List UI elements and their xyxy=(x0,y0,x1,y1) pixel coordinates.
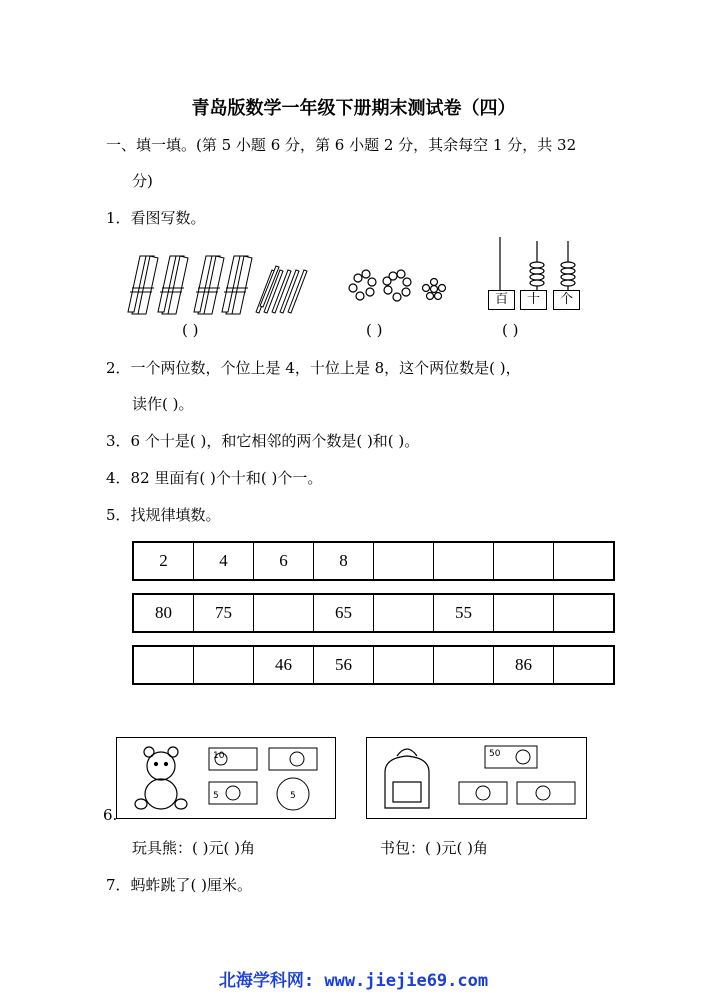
teddy-bear-icon xyxy=(117,738,335,818)
seq-cell: 56 xyxy=(314,646,374,684)
page-title: 青岛版数学一年级下册期末测试卷（四） xyxy=(191,98,516,119)
section-heading-cont: 分) xyxy=(132,172,153,190)
toy-bear-picture xyxy=(116,737,336,819)
answer-blank-1[interactable]: ( ) xyxy=(182,321,199,339)
seq-cell: 8 xyxy=(314,542,374,580)
toy-bear-answer: 玩具熊：( )元( )角 xyxy=(132,839,255,857)
question-6: 6. xyxy=(103,806,118,824)
seq-cell-blank[interactable] xyxy=(434,542,494,580)
seq-cell: 75 xyxy=(194,594,254,632)
circles-illustration xyxy=(348,268,453,308)
seq-cell: 86 xyxy=(494,646,554,684)
seq-cell-blank[interactable] xyxy=(194,646,254,684)
seq-cell-blank[interactable] xyxy=(494,542,554,580)
seq-cell-blank[interactable] xyxy=(494,594,554,632)
seq-cell-blank[interactable] xyxy=(254,594,314,632)
seq-cell: 6 xyxy=(254,542,314,580)
answer-blank-3[interactable]: ( ) xyxy=(502,321,519,339)
banknote-label: 5 xyxy=(213,791,219,801)
section-heading: 一、填一填。(第 5 小题 6 分，第 6 小题 2 分，其余每空 1 分，共 32 xyxy=(106,136,577,154)
seq-cell-blank[interactable] xyxy=(554,646,615,684)
abacus-label-tens: 十 xyxy=(520,290,547,310)
question-1: 1．看图写数。 xyxy=(106,209,206,227)
banknote-label: 50 xyxy=(489,749,501,759)
question-7: 7．蚂蚱跳了( )厘米。 xyxy=(106,876,253,894)
school-bag-picture xyxy=(366,737,587,819)
seq-cell: 4 xyxy=(194,542,254,580)
sequence-table-2 xyxy=(132,593,615,633)
bundled-sticks-illustration xyxy=(126,250,311,320)
question-2-cont: 读作( )。 xyxy=(132,395,194,413)
seq-cell-blank[interactable] xyxy=(554,594,615,632)
sequence-table-1 xyxy=(132,541,615,581)
seq-cell-blank[interactable] xyxy=(554,542,615,580)
banknote-label: 10 xyxy=(213,751,225,761)
seq-cell-blank[interactable] xyxy=(374,594,434,632)
seq-cell: 46 xyxy=(254,646,314,684)
backpack-icon xyxy=(367,738,586,818)
abacus-illustration xyxy=(482,235,582,295)
seq-cell: 65 xyxy=(314,594,374,632)
abacus-label-hundreds: 百 xyxy=(488,290,515,310)
seq-cell-blank[interactable] xyxy=(434,646,494,684)
question-3: 3．6 个十是( )，和它相邻的两个数是( )和( )。 xyxy=(106,432,420,450)
coin-label: 5 xyxy=(290,791,296,801)
seq-cell-blank[interactable] xyxy=(374,646,434,684)
seq-cell: 2 xyxy=(133,542,194,580)
question-4: 4．82 里面有( )个十和( )个一。 xyxy=(106,469,323,487)
seq-cell-blank[interactable] xyxy=(133,646,194,684)
footer-watermark: 北海学科网: www.jiejie69.com xyxy=(218,971,489,991)
school-bag-answer: 书包：( )元( )角 xyxy=(380,839,488,857)
seq-cell-blank[interactable] xyxy=(374,542,434,580)
seq-cell: 80 xyxy=(133,594,194,632)
answer-blank-2[interactable]: ( ) xyxy=(366,321,383,339)
sequence-table-3 xyxy=(132,645,615,685)
question-2: 2．一个两位数，个位上是 4，十位上是 8，这个两位数是( )， xyxy=(106,359,521,377)
question-5: 5．找规律填数。 xyxy=(106,506,221,524)
seq-cell: 55 xyxy=(434,594,494,632)
abacus-label-ones: 个 xyxy=(553,290,580,310)
